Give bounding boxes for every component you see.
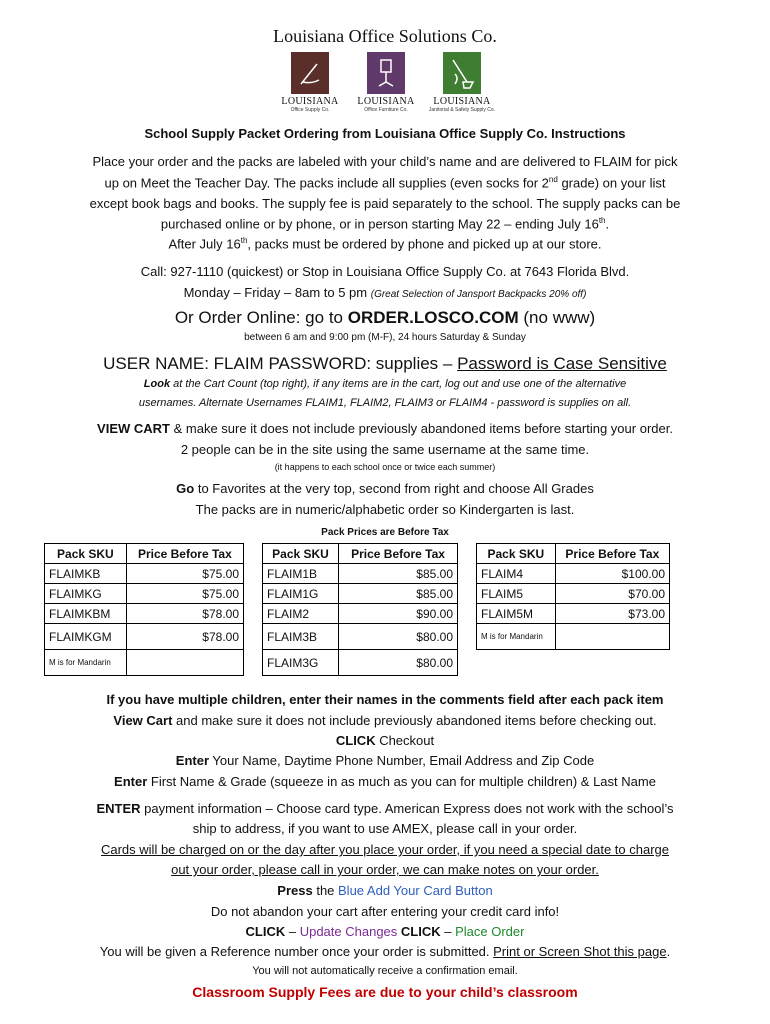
table-row: FLAIMKBM $78.00 xyxy=(45,604,244,624)
online-hours: between 6 am and 9:00 pm (M-F), 24 hours Saturday & Sunday xyxy=(244,332,526,343)
step-enter-grade: Enter First Name & Grade (squeeze in as much as you can for multiple children) & Last Name xyxy=(114,774,656,789)
classroom-fees-note: Classroom Supply Fees are due to your child’s classroom xyxy=(192,984,578,1000)
step-payment: ENTER payment information – Choose card type. American Express does not work with the school’s xyxy=(96,801,674,816)
two-people-line: 2 people can be in the site using the same username at the same time. xyxy=(180,442,590,457)
step-checkout: CLICK Checkout xyxy=(335,733,435,748)
charge-note-1: Cards will be charged on or the day after you place your order, if you need a special date to charge xyxy=(100,842,669,857)
online-order-line: Or Order Online: go to ORDER.LOSCO.COM (no www) xyxy=(174,308,596,327)
login-line: USER NAME: FLAIM PASSWORD: supplies – Password is Case Sensitive xyxy=(103,354,667,373)
chair-icon xyxy=(367,52,405,94)
prices-caption: Pack Prices are Before Tax xyxy=(321,527,449,538)
table-row: FLAIM1G $85.00 xyxy=(263,584,458,604)
hours-line: Monday – Friday – 8am to 5 pm (Great Selection of Jansport Backpacks 20% off) xyxy=(183,285,587,300)
table-row: M is for Mandarin xyxy=(45,650,244,676)
view-cart-line: VIEW CART & make sure it does not include previously abandoned items before starting your order. xyxy=(97,421,673,436)
no-confirmation-note: You will not automatically receive a confirmation email. xyxy=(252,965,518,977)
logo-janitorial: LOUISIANA Janitorial & Safety Supply Co. xyxy=(428,52,496,113)
step-dont-abandon: Do not abandon your cart after entering your credit card info! xyxy=(210,904,560,919)
order-url-link[interactable]: ORDER.LOSCO.COM xyxy=(347,308,519,327)
intro-line-2: up on Meet the Teacher Day. The packs include all supplies (even socks for 2nd grade) on your list xyxy=(104,175,666,191)
table-row: FLAIM2 $90.00 xyxy=(263,604,458,624)
company-name: Louisiana Office Solutions Co. xyxy=(273,26,497,46)
intro-line-1: Place your order and the packs are labeled with your child’s name and are delivered to FLAIM for pick xyxy=(92,154,678,169)
table-row: FLAIMKB $75.00 xyxy=(45,564,244,584)
page-title: School Supply Packet Ordering from Louisiana Office Supply Co. Instructions xyxy=(144,126,626,141)
price-table-k: Pack SKU Price Before Tax FLAIMKB $75.00 FLAIMKG $75.00 FLAIMKBM $78.00 FLAIMKGM $78.00 M is for Mandarin xyxy=(44,543,244,676)
price-table-1-3: Pack SKU Price Before Tax FLAIM1B $85.00 FLAIM1G $85.00 FLAIM2 $90.00 FLAIM3B $80.00 FLAIM3G $80.00 xyxy=(262,543,458,676)
mop-icon xyxy=(443,52,481,94)
table-row: FLAIM4 $100.00 xyxy=(477,564,670,584)
step-reference: You will be given a Reference number once your order is submitted. Print or Screen Shot this page. xyxy=(99,944,671,959)
step-enter-name: Enter Your Name, Daytime Phone Number, Email Address and Zip Code xyxy=(175,753,595,768)
pen-icon xyxy=(291,52,329,94)
table-row: FLAIMKGM $78.00 xyxy=(45,624,244,650)
table-row: FLAIM5 $70.00 xyxy=(477,584,670,604)
table-row: FLAIM3G $80.00 xyxy=(263,650,458,676)
table-row: FLAIM3B $80.00 xyxy=(263,624,458,650)
cart-line-2: usernames. Alternate Usernames FLAIM1, FLAIM2, FLAIM3 or FLAIM4 - password is supplies on all. xyxy=(138,397,632,409)
favorites-line: Go to Favorites at the very top, second from right and choose All Grades xyxy=(176,481,594,496)
intro-line-5: After July 16th, packs must be ordered by phone and picked up at our store. xyxy=(168,236,602,252)
logo-office-furniture: LOUISIANA Office Furniture Co. xyxy=(352,52,420,113)
price-table-4-5: Pack SKU Price Before Tax FLAIM4 $100.00 FLAIM5 $70.00 FLAIM5M $73.00 M is for Mandarin xyxy=(476,543,670,650)
step-payment-2: ship to address, if you want to use AMEX, please call in your order. xyxy=(192,821,578,836)
step-press: Press the Blue Add Your Card Button xyxy=(277,883,493,898)
intro-line-4: purchased online or by phone, or in person starting May 22 – ending July 16th. xyxy=(160,216,610,232)
school-note: (it happens to each school once or twice each summer) xyxy=(274,462,496,472)
table-row: FLAIM1B $85.00 xyxy=(263,564,458,584)
cart-line-1: Look at the Cart Count (top right), if any items are in the cart, log out and use one of the alternative xyxy=(143,378,627,390)
table-row: FLAIMKG $75.00 xyxy=(45,584,244,604)
logo-office-supply: LOUISIANA Office Supply Co. xyxy=(276,52,344,113)
call-line: Call: 927-1110 (quickest) or Stop in Louisiana Office Supply Co. at 7643 Florida Blvd. xyxy=(140,264,630,279)
logo-strip xyxy=(276,52,496,112)
intro-line-3: except book bags and books. The supply fee is paid separately to the school. The supply packs can be xyxy=(89,196,681,211)
charge-note-2: out your order, please call in your order, we can make notes on your order. xyxy=(171,862,599,877)
step-multiple-children: If you have multiple children, enter their names in the comments field after each pack item xyxy=(106,692,664,707)
order-note-line: The packs are in numeric/alphabetic order so Kindergarten is last. xyxy=(195,502,575,517)
step-click-place: CLICK – Update Changes CLICK – Place Order xyxy=(245,924,525,939)
table-row: FLAIM5M $73.00 xyxy=(477,604,670,624)
table-row: M is for Mandarin xyxy=(477,624,670,650)
step-view-cart: View Cart and make sure it does not include previously abandoned items before checking out. xyxy=(113,713,657,728)
